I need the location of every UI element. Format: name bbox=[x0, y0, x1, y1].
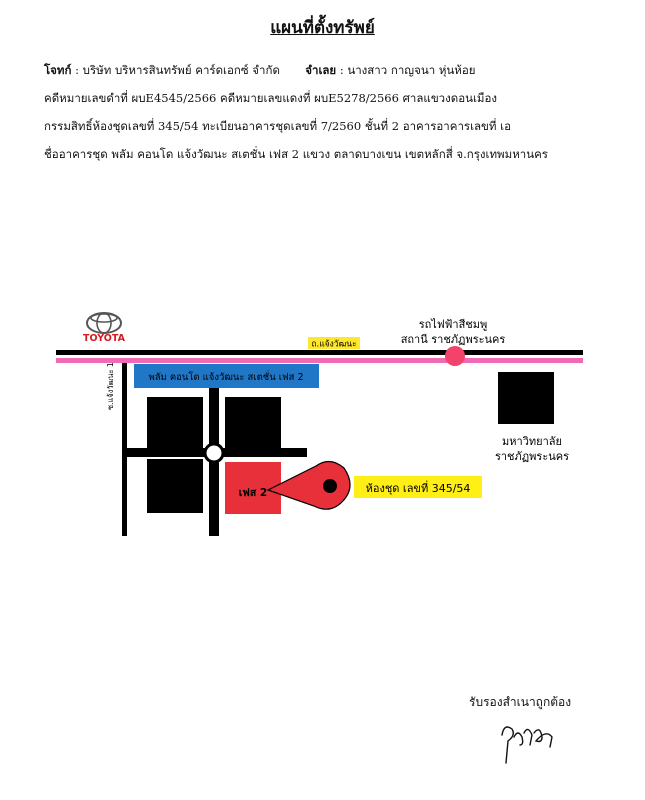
condo-name-line: ชื่ออาคารชุด พลัม คอนโด แจ้งวัฒนะ สเตชั่น เฟส 2 แขวง ตลาดบางเขน เขตหลักสี่ จ.กรุงเทพมหานคร bbox=[44, 147, 548, 161]
soi-road bbox=[122, 363, 127, 536]
certify-text: รับรองสำเนาถูกต้อง bbox=[469, 695, 572, 709]
university-label-2: ราชภัฏพระนคร bbox=[494, 450, 570, 463]
location-pin-dot bbox=[323, 479, 337, 493]
location-map bbox=[0, 300, 645, 540]
page-title: แผนที่ตั้งทรัพย์ bbox=[270, 18, 375, 38]
defendant-label: จำเลย bbox=[305, 63, 337, 77]
building-block-1 bbox=[147, 397, 203, 450]
plaintiff-label: โจทก์ bbox=[44, 63, 72, 77]
signature-text: ศุภชัย bbox=[494, 715, 497, 716]
title-deed-line: กรรมสิทธิ์ห้องชุดเลขที่ 345/54 ทะเบียนอาคารชุดเลขที่ 7/2560 ชั้นที่ 2 อาคารอาคารเลขที่ เอ bbox=[44, 119, 511, 133]
toyota-logo bbox=[83, 313, 126, 344]
signature bbox=[494, 715, 564, 765]
defendant-value: : นางสาว กาญจนา หุ่นห้อย bbox=[339, 63, 476, 77]
case-number-line: คดีหมายเลขดำที่ ผบE4545/2566 คดีหมายเลขแดงที่ ผบE5278/2566 ศาลแขวงดอนเมือง bbox=[44, 91, 498, 105]
parties-line bbox=[44, 62, 475, 80]
condo-banner-label: พลัม คอนโด แจ้งวัฒนะ สเตชั่น เฟส 2 bbox=[148, 372, 304, 383]
soi-label: ซ.แจ้งวัฒนะ 1 bbox=[106, 362, 115, 410]
university-label-1: มหาวิทยาลัย bbox=[502, 435, 562, 448]
unit-label: ห้องชุด เลขที่ 345/54 bbox=[365, 482, 471, 495]
building-block-3 bbox=[147, 459, 203, 513]
plaintiff-value: : บริษัท บริหารสินทรัพย์ คาร์ดเอกซ์ จำกัด bbox=[75, 63, 280, 77]
university-building bbox=[498, 372, 554, 424]
station-name-label: สถานี ราชภัฏพระนคร bbox=[400, 333, 506, 346]
phase-2-label: เฟส 2 bbox=[238, 487, 268, 499]
main-road-black bbox=[56, 350, 583, 355]
roundabout bbox=[205, 444, 223, 462]
building-block-2 bbox=[225, 397, 281, 450]
toyota-label: TOYOTA bbox=[83, 333, 125, 344]
pink-line-label: รถไฟฟ้าสีชมพู bbox=[418, 318, 488, 331]
pink-line-rail bbox=[56, 358, 583, 363]
station-marker bbox=[445, 346, 465, 366]
road-name-label: ถ.แจ้งวัฒนะ bbox=[311, 339, 357, 350]
